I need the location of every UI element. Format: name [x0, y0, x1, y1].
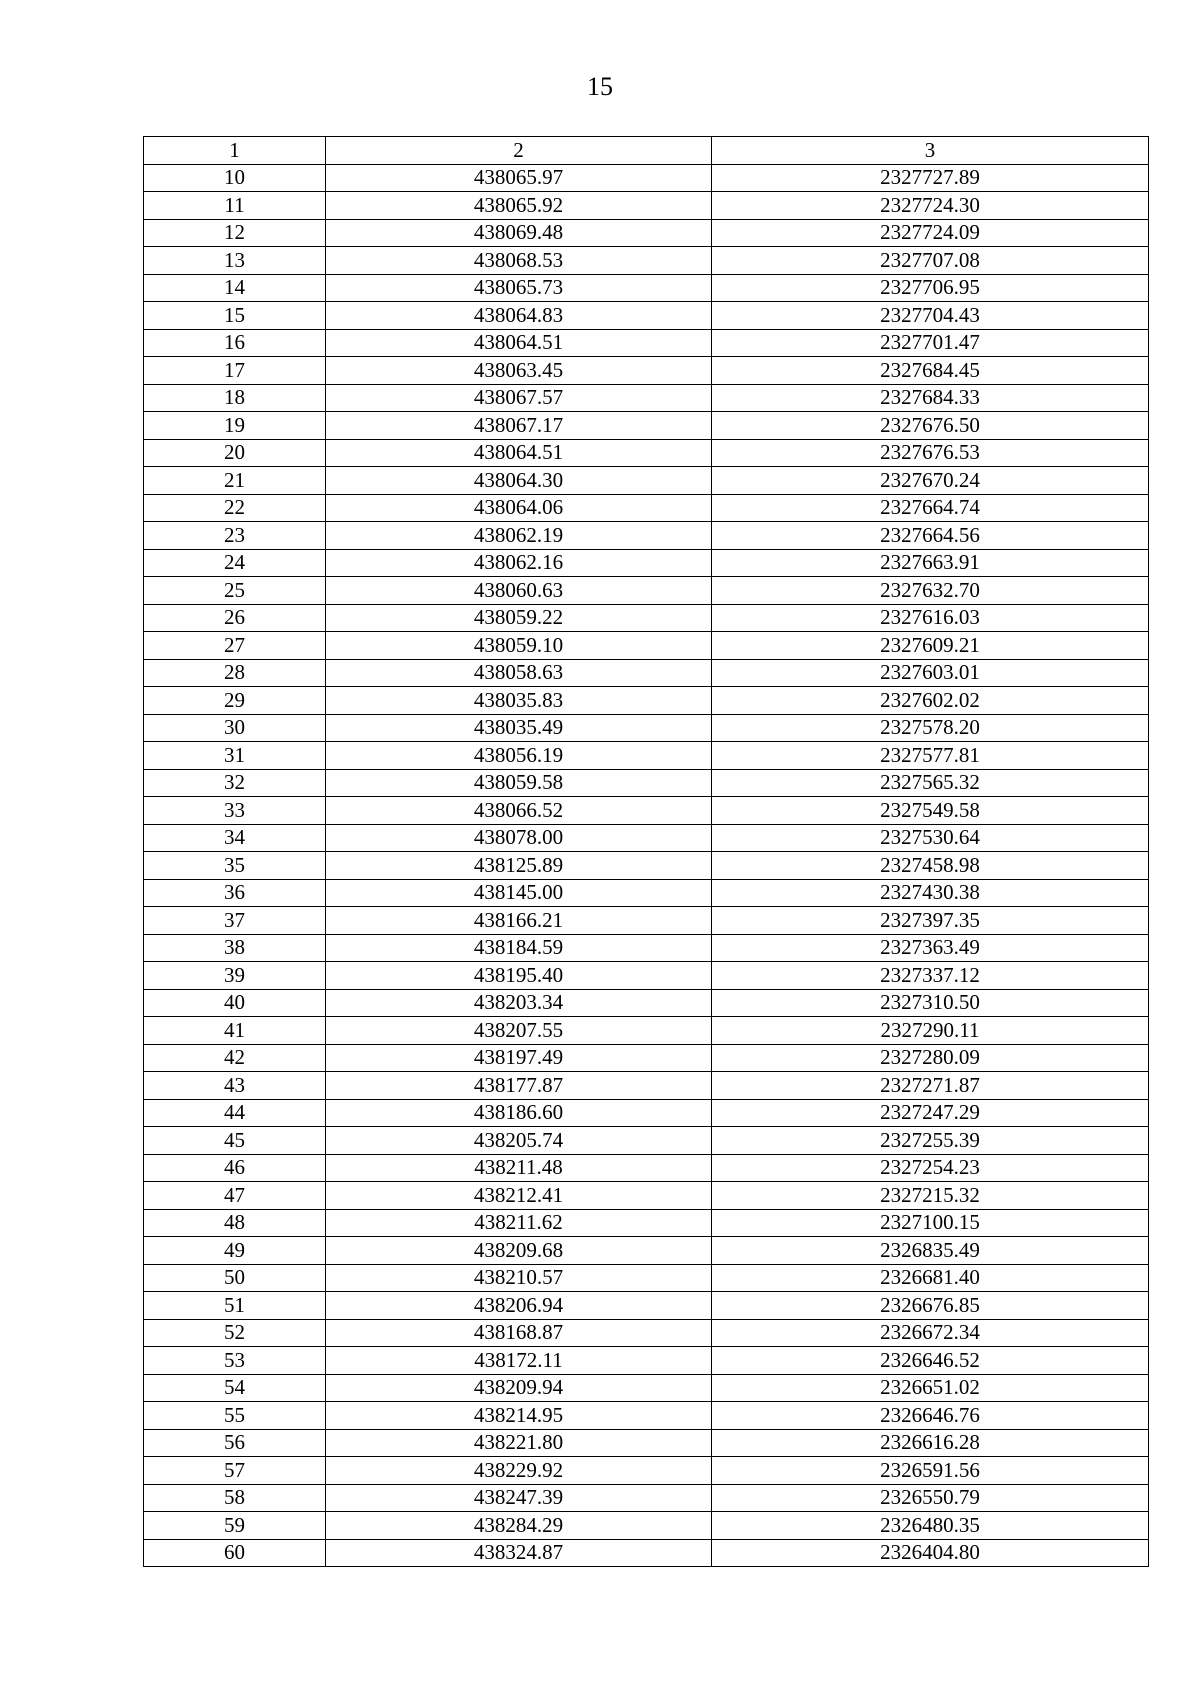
y-coordinate-cell: 2327280.09	[712, 1044, 1149, 1072]
x-coordinate-cell: 438035.83	[326, 687, 712, 715]
table-row	[144, 302, 1149, 330]
y-coordinate-cell: 2327701.47	[712, 329, 1149, 357]
x-coordinate-cell: 438172.11	[326, 1347, 712, 1375]
table-row	[144, 962, 1149, 990]
x-coordinate-cell: 438065.92	[326, 192, 712, 220]
y-coordinate-cell: 2327290.11	[712, 1017, 1149, 1045]
x-coordinate-cell: 438060.63	[326, 577, 712, 605]
point-number-cell: 23	[144, 522, 326, 550]
y-coordinate-cell: 2327215.32	[712, 1182, 1149, 1210]
table-row	[144, 494, 1149, 522]
table-row	[144, 247, 1149, 275]
point-number-cell: 41	[144, 1017, 326, 1045]
y-coordinate-cell: 2327684.45	[712, 357, 1149, 385]
table-row	[144, 1017, 1149, 1045]
column-header-3: 3	[712, 137, 1149, 165]
x-coordinate-cell: 438145.00	[326, 879, 712, 907]
x-coordinate-cell: 438197.49	[326, 1044, 712, 1072]
point-number-cell: 52	[144, 1319, 326, 1347]
table-row	[144, 1127, 1149, 1155]
point-number-cell: 14	[144, 274, 326, 302]
point-number-cell: 54	[144, 1374, 326, 1402]
point-number-cell: 38	[144, 934, 326, 962]
y-coordinate-cell: 2327609.21	[712, 632, 1149, 660]
table-row	[144, 1182, 1149, 1210]
y-coordinate-cell: 2327684.33	[712, 384, 1149, 412]
table-row	[144, 1099, 1149, 1127]
x-coordinate-cell: 438065.73	[326, 274, 712, 302]
point-number-cell: 55	[144, 1402, 326, 1430]
point-number-cell: 45	[144, 1127, 326, 1155]
x-coordinate-cell: 438211.48	[326, 1154, 712, 1182]
x-coordinate-cell: 438186.60	[326, 1099, 712, 1127]
x-coordinate-cell: 438184.59	[326, 934, 712, 962]
point-number-cell: 12	[144, 219, 326, 247]
table-row	[144, 219, 1149, 247]
table-row	[144, 384, 1149, 412]
y-coordinate-cell: 2327706.95	[712, 274, 1149, 302]
y-coordinate-cell: 2326681.40	[712, 1264, 1149, 1292]
x-coordinate-cell: 438064.83	[326, 302, 712, 330]
x-coordinate-cell: 438284.29	[326, 1512, 712, 1540]
table-row	[144, 467, 1149, 495]
point-number-cell: 60	[144, 1539, 326, 1567]
x-coordinate-cell: 438221.80	[326, 1429, 712, 1457]
point-number-cell: 32	[144, 769, 326, 797]
x-coordinate-cell: 438064.30	[326, 467, 712, 495]
x-coordinate-cell: 438064.06	[326, 494, 712, 522]
table-row	[144, 1457, 1149, 1485]
y-coordinate-cell: 2327670.24	[712, 467, 1149, 495]
table-row	[144, 164, 1149, 192]
y-coordinate-cell: 2326404.80	[712, 1539, 1149, 1567]
table-row	[144, 934, 1149, 962]
point-number-cell: 10	[144, 164, 326, 192]
table-row	[144, 687, 1149, 715]
point-number-cell: 48	[144, 1209, 326, 1237]
x-coordinate-cell: 438247.39	[326, 1484, 712, 1512]
page-number: 15	[587, 72, 613, 101]
x-coordinate-cell: 438206.94	[326, 1292, 712, 1320]
x-coordinate-cell: 438229.92	[326, 1457, 712, 1485]
x-coordinate-cell: 438065.97	[326, 164, 712, 192]
table-row	[144, 742, 1149, 770]
x-coordinate-cell: 438069.48	[326, 219, 712, 247]
table-row	[144, 1319, 1149, 1347]
table-row	[144, 1539, 1149, 1567]
point-number-cell: 26	[144, 604, 326, 632]
x-coordinate-cell: 438195.40	[326, 962, 712, 990]
point-number-cell: 43	[144, 1072, 326, 1100]
point-number-cell: 31	[144, 742, 326, 770]
table-row	[144, 274, 1149, 302]
point-number-cell: 59	[144, 1512, 326, 1540]
column-header-1: 1	[144, 137, 326, 165]
y-coordinate-cell: 2327458.98	[712, 852, 1149, 880]
x-coordinate-cell: 438209.68	[326, 1237, 712, 1265]
y-coordinate-cell: 2327704.43	[712, 302, 1149, 330]
x-coordinate-cell: 438209.94	[326, 1374, 712, 1402]
point-number-cell: 30	[144, 714, 326, 742]
point-number-cell: 37	[144, 907, 326, 935]
point-number-cell: 42	[144, 1044, 326, 1072]
table-row	[144, 1209, 1149, 1237]
table-row	[144, 852, 1149, 880]
y-coordinate-cell: 2327602.02	[712, 687, 1149, 715]
point-number-cell: 49	[144, 1237, 326, 1265]
table-row	[144, 879, 1149, 907]
point-number-cell: 15	[144, 302, 326, 330]
y-coordinate-cell: 2327676.50	[712, 412, 1149, 440]
point-number-cell: 56	[144, 1429, 326, 1457]
x-coordinate-cell: 438066.52	[326, 797, 712, 825]
y-coordinate-cell: 2326480.35	[712, 1512, 1149, 1540]
table-row	[144, 797, 1149, 825]
table-row	[144, 439, 1149, 467]
x-coordinate-cell: 438078.00	[326, 824, 712, 852]
point-number-cell: 29	[144, 687, 326, 715]
x-coordinate-cell: 438059.58	[326, 769, 712, 797]
point-number-cell: 20	[144, 439, 326, 467]
x-coordinate-cell: 438062.19	[326, 522, 712, 550]
point-number-cell: 35	[144, 852, 326, 880]
table-row	[144, 1154, 1149, 1182]
x-coordinate-cell: 438210.57	[326, 1264, 712, 1292]
table-row	[144, 522, 1149, 550]
y-coordinate-cell: 2327676.53	[712, 439, 1149, 467]
y-coordinate-cell: 2326646.52	[712, 1347, 1149, 1375]
y-coordinate-cell: 2327707.08	[712, 247, 1149, 275]
table-row	[144, 604, 1149, 632]
y-coordinate-cell: 2327727.89	[712, 164, 1149, 192]
y-coordinate-cell: 2327724.30	[712, 192, 1149, 220]
table-row	[144, 1347, 1149, 1375]
table-row	[144, 989, 1149, 1017]
x-coordinate-cell: 438056.19	[326, 742, 712, 770]
x-coordinate-cell: 438212.41	[326, 1182, 712, 1210]
x-coordinate-cell: 438203.34	[326, 989, 712, 1017]
point-number-cell: 36	[144, 879, 326, 907]
table-row	[144, 1237, 1149, 1265]
y-coordinate-cell: 2327363.49	[712, 934, 1149, 962]
x-coordinate-cell: 438059.10	[326, 632, 712, 660]
x-coordinate-cell: 438064.51	[326, 329, 712, 357]
table-row	[144, 549, 1149, 577]
y-coordinate-cell: 2326672.34	[712, 1319, 1149, 1347]
point-number-cell: 24	[144, 549, 326, 577]
point-number-cell: 25	[144, 577, 326, 605]
x-coordinate-cell: 438166.21	[326, 907, 712, 935]
point-number-cell: 17	[144, 357, 326, 385]
point-number-cell: 40	[144, 989, 326, 1017]
point-number-cell: 34	[144, 824, 326, 852]
table-row	[144, 907, 1149, 935]
y-coordinate-cell: 2327603.01	[712, 659, 1149, 687]
y-coordinate-cell: 2327664.56	[712, 522, 1149, 550]
table-row	[144, 329, 1149, 357]
table-row	[144, 659, 1149, 687]
table-row	[144, 412, 1149, 440]
point-number-cell: 51	[144, 1292, 326, 1320]
x-coordinate-cell: 438067.57	[326, 384, 712, 412]
x-coordinate-cell: 438177.87	[326, 1072, 712, 1100]
header-row	[144, 137, 1149, 165]
point-number-cell: 39	[144, 962, 326, 990]
point-number-cell: 46	[144, 1154, 326, 1182]
x-coordinate-cell: 438035.49	[326, 714, 712, 742]
table-row	[144, 1292, 1149, 1320]
y-coordinate-cell: 2326835.49	[712, 1237, 1149, 1265]
y-coordinate-cell: 2327577.81	[712, 742, 1149, 770]
y-coordinate-cell: 2326616.28	[712, 1429, 1149, 1457]
y-coordinate-cell: 2327310.50	[712, 989, 1149, 1017]
y-coordinate-cell: 2327255.39	[712, 1127, 1149, 1155]
table-row	[144, 1374, 1149, 1402]
table-row	[144, 1264, 1149, 1292]
table-body	[144, 164, 1149, 1567]
y-coordinate-cell: 2327100.15	[712, 1209, 1149, 1237]
table-row	[144, 1402, 1149, 1430]
point-number-cell: 53	[144, 1347, 326, 1375]
point-number-cell: 47	[144, 1182, 326, 1210]
point-number-cell: 28	[144, 659, 326, 687]
point-number-cell: 58	[144, 1484, 326, 1512]
x-coordinate-cell: 438214.95	[326, 1402, 712, 1430]
y-coordinate-cell: 2327632.70	[712, 577, 1149, 605]
table-row	[144, 632, 1149, 660]
y-coordinate-cell: 2327271.87	[712, 1072, 1149, 1100]
y-coordinate-cell: 2327565.32	[712, 769, 1149, 797]
y-coordinate-cell: 2326651.02	[712, 1374, 1149, 1402]
y-coordinate-cell: 2327254.23	[712, 1154, 1149, 1182]
point-number-cell: 50	[144, 1264, 326, 1292]
point-number-cell: 16	[144, 329, 326, 357]
y-coordinate-cell: 2327616.03	[712, 604, 1149, 632]
table-row	[144, 577, 1149, 605]
x-coordinate-cell: 438205.74	[326, 1127, 712, 1155]
point-number-cell: 13	[144, 247, 326, 275]
point-number-cell: 57	[144, 1457, 326, 1485]
y-coordinate-cell: 2327578.20	[712, 714, 1149, 742]
x-coordinate-cell: 438063.45	[326, 357, 712, 385]
table-row	[144, 357, 1149, 385]
y-coordinate-cell: 2326646.76	[712, 1402, 1149, 1430]
y-coordinate-cell: 2327337.12	[712, 962, 1149, 990]
x-coordinate-cell: 438067.17	[326, 412, 712, 440]
table-row	[144, 1512, 1149, 1540]
table-row	[144, 824, 1149, 852]
x-coordinate-cell: 438059.22	[326, 604, 712, 632]
point-number-cell: 22	[144, 494, 326, 522]
table-row	[144, 1484, 1149, 1512]
y-coordinate-cell: 2327724.09	[712, 219, 1149, 247]
x-coordinate-cell: 438324.87	[326, 1539, 712, 1567]
x-coordinate-cell: 438068.53	[326, 247, 712, 275]
y-coordinate-cell: 2326550.79	[712, 1484, 1149, 1512]
x-coordinate-cell: 438064.51	[326, 439, 712, 467]
table-row	[144, 1044, 1149, 1072]
x-coordinate-cell: 438207.55	[326, 1017, 712, 1045]
y-coordinate-cell: 2326676.85	[712, 1292, 1149, 1320]
y-coordinate-cell: 2327664.74	[712, 494, 1149, 522]
table-row	[144, 1072, 1149, 1100]
x-coordinate-cell: 438211.62	[326, 1209, 712, 1237]
coordinates-table	[143, 136, 1149, 1567]
point-number-cell: 19	[144, 412, 326, 440]
table-row	[144, 769, 1149, 797]
table-header	[144, 137, 1149, 165]
y-coordinate-cell: 2327430.38	[712, 879, 1149, 907]
x-coordinate-cell: 438125.89	[326, 852, 712, 880]
point-number-cell: 33	[144, 797, 326, 825]
y-coordinate-cell: 2327397.35	[712, 907, 1149, 935]
y-coordinate-cell: 2326591.56	[712, 1457, 1149, 1485]
column-header-2: 2	[326, 137, 712, 165]
y-coordinate-cell: 2327549.58	[712, 797, 1149, 825]
point-number-cell: 44	[144, 1099, 326, 1127]
table-row	[144, 192, 1149, 220]
point-number-cell: 11	[144, 192, 326, 220]
x-coordinate-cell: 438168.87	[326, 1319, 712, 1347]
y-coordinate-cell: 2327530.64	[712, 824, 1149, 852]
table-row	[144, 1429, 1149, 1457]
point-number-cell: 21	[144, 467, 326, 495]
y-coordinate-cell: 2327663.91	[712, 549, 1149, 577]
y-coordinate-cell: 2327247.29	[712, 1099, 1149, 1127]
x-coordinate-cell: 438058.63	[326, 659, 712, 687]
x-coordinate-cell: 438062.16	[326, 549, 712, 577]
point-number-cell: 27	[144, 632, 326, 660]
point-number-cell: 18	[144, 384, 326, 412]
table-row	[144, 714, 1149, 742]
